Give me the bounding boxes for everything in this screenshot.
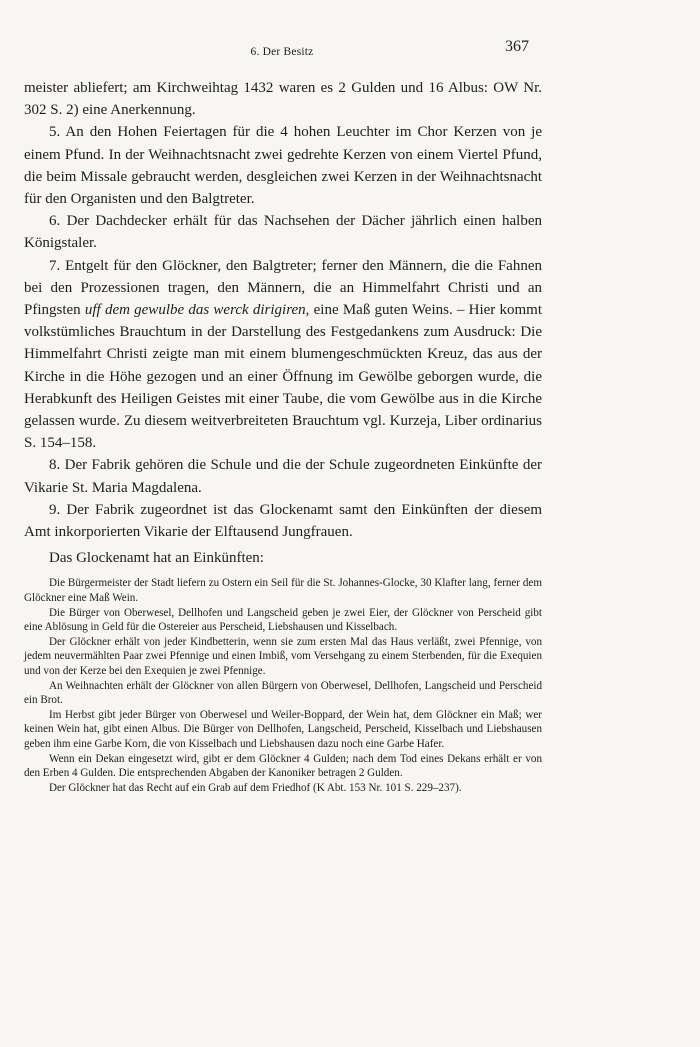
italic-quote: uff dem gewulbe das werck dirigiren — [84, 302, 306, 319]
main-text — [24, 77, 542, 795]
text-span: 7. Entgelt für den Glöckner, den Balgtreter; ferner den Männern, die die Fahnen bei den Prozessionen tragen, den Männern, die an Himmelfahrt Christi und an Pfingsten — [24, 257, 542, 319]
small-print-block — [24, 576, 542, 795]
small-paragraph: Die Bürger von Oberwesel, Dellhofen und Langscheid geben je zwei Eier, der Glöckner von Perscheid gibt eine Ablösung in Geld für die Ostereier aus Perscheid, Liebshausen und Kisselbach. — [24, 606, 542, 634]
paragraph — [24, 255, 542, 455]
paragraph: meister abliefert; am Kirchweihtag 1432 waren es 2 Gulden und 16 Albus: OW Nr. 302 S. 2) eine Anerkennung. — [24, 80, 542, 119]
small-paragraph: Wenn ein Dekan eingesetzt wird, gibt er dem Glöckner 4 Gulden; nach dem Tod eines Dekans erhält er von den Erben 4 Gulden. Die entsprechenden Abgaben der Kanoniker betragen 2 Gulden. — [24, 752, 542, 780]
text-span: , eine Maß guten Weins. – Hier kommt volkstümliches Brauchtum in der Darstellung des Festgedankens zum Ausdruck: Die Himmelfahrt Christi zeigte man mit einem blumengeschmückten Kreuz, das aus der Kirche in die Höhe gezogen und an einer Öffnung im Gewölbe geborgen wurde, die Herabkunft des Heiligen Geistes mit einer Taube, die vom Gewölbe aus in die Kirche gelassen wurde. Zu diesem weitverbreiteten Brauchtum vgl. Kurzeja, Liber ordinarius S. 154–158. — [24, 302, 543, 452]
paragraph: 9. Der Fabrik zugeordnet ist das Glockenamt samt den Einkünften der diesem Amt inkorporierten Vikarie der Elftausend Jungfrauen. — [24, 501, 542, 541]
small-paragraph: Im Herbst gibt jeder Bürger von Oberwesel und Weiler-Boppard, der Wein hat, dem Glöckner ein Maß; wer keinen Wein hat, gibt einen Albus. Die Bürger von Dellhofen, Langscheid, Perscheid, Kisselbach und Liebshausen geben ihm eine Garbe Korn, die von Kisselbach und Liebshausen dazu noch eine Garbe Hafer. — [24, 708, 542, 750]
small-paragraph: Der Glöckner hat das Recht auf ein Grab auf dem Friedhof (K Abt. 153 Nr. 101 S. 229–237). — [49, 781, 462, 794]
small-paragraph: Die Bürgermeister der Stadt liefern zu Ostern ein Seil für die St. Johannes-Glocke, 30 Klafter lang, ferner dem Glöckner eine Maß Wein. — [24, 577, 542, 605]
section-heading: Das Glockenamt hat an Einkünften: — [49, 550, 264, 567]
page-number: 367 — [505, 38, 529, 55]
small-paragraph: Der Glöckner erhält von jeder Kindbetterin, wenn sie zum ersten Mal das Haus verläßt, zwei Pfennige, von jedem neuvermählten Paar zwei Pfennige und einen Imbiß, vom Versehgang zu einem Sterbenden, für die Exequien und von der Kerze bei den Exequien je zwei Pfennige. — [24, 635, 542, 678]
paragraph: 8. Der Fabrik gehören die Schule und die der Schule zugeordneten Einkünfte der Vikarie St. Maria Magdalena. — [24, 457, 542, 496]
paragraph: 6. Der Dachdecker erhält für das Nachsehen der Dächer jährlich einen halben Königstaler. — [24, 213, 542, 252]
paragraph: 5. An den Hohen Feiertagen für die 4 hohen Leuchter im Chor Kerzen von je einem Pfund. In der Weihnachtsnacht zwei gedrehte Kerzen von einem Viertel Pfund, die beim Missale gebraucht werden, desgleichen zwei Kerzen in der Weihnachtsnacht für den Organisten und den Balgtreter. — [24, 124, 542, 208]
page-header — [24, 42, 540, 60]
running-title: 6. Der Besitz — [250, 46, 314, 58]
small-paragraph: An Weihnachten erhält der Glöckner von allen Bürgern von Oberwesel, Dellhofen, Langscheid und Perscheid ein Brot. — [24, 679, 542, 707]
